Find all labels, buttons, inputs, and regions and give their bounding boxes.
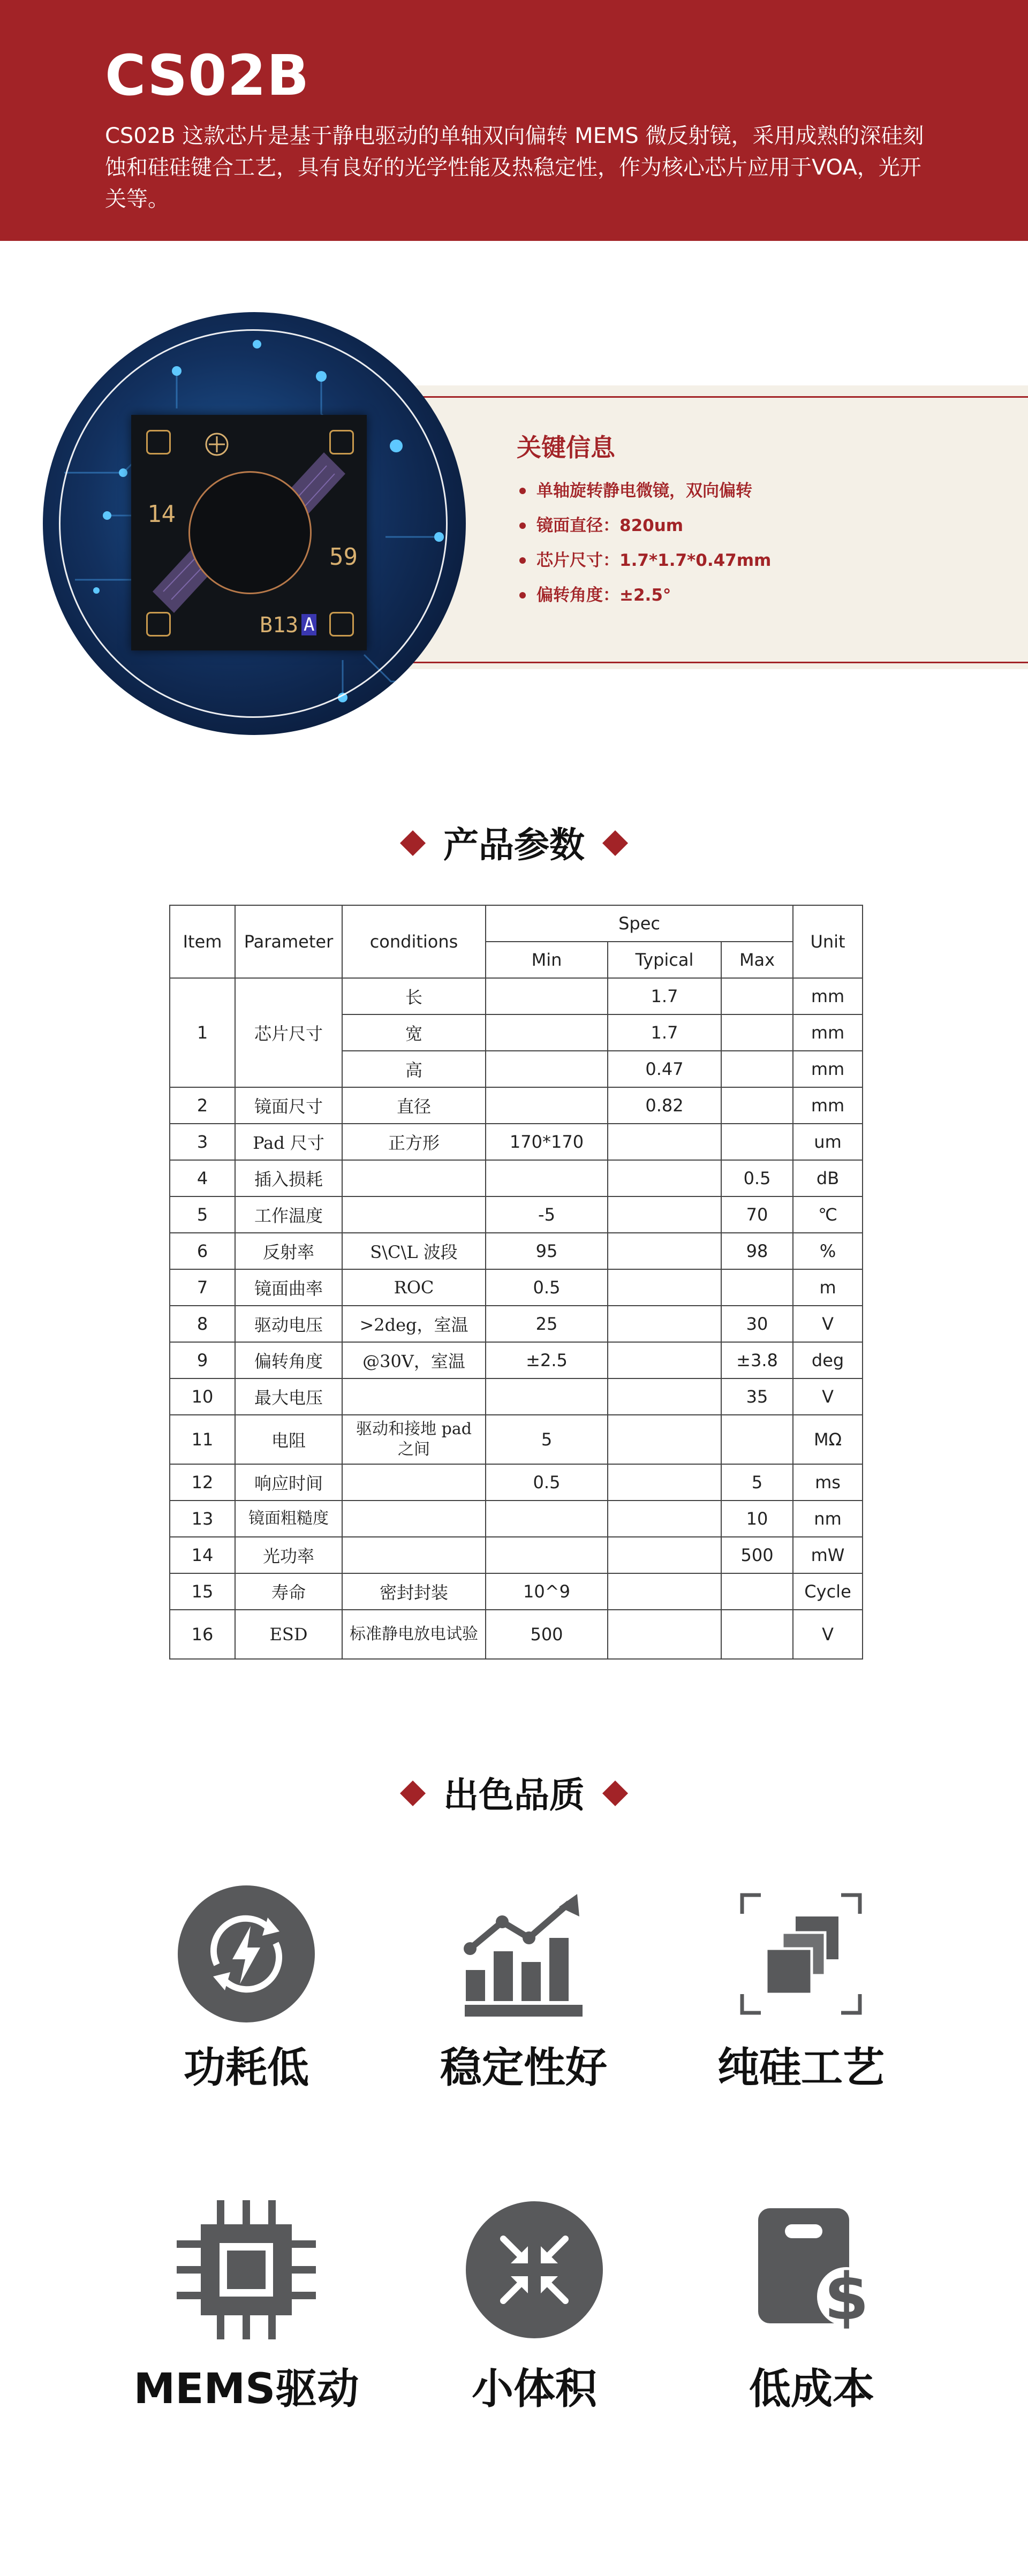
cell-typical [608, 1342, 721, 1378]
cell-max [721, 1014, 793, 1051]
chip-label-badge: A [301, 614, 316, 635]
feature-label: 稳定性好 [440, 2044, 607, 2092]
cell-conditions: 密封封装 [342, 1573, 486, 1610]
cell-max [721, 1269, 793, 1306]
cell-typical: 0.82 [608, 1087, 721, 1124]
table-row [170, 1537, 863, 1573]
cell-item: 6 [170, 1233, 235, 1269]
cell-item: 10 [170, 1378, 235, 1415]
chip-label-bottom: B13 [260, 613, 299, 638]
cell-max: 35 [721, 1378, 793, 1415]
cell-conditions [342, 1378, 486, 1415]
cell-parameter: Pad 尺寸 [235, 1124, 342, 1160]
cell-item: 1 [170, 978, 235, 1087]
cell-typical [608, 1573, 721, 1610]
header-spec: Spec [486, 905, 793, 942]
cell-max [721, 1610, 793, 1659]
table-row [170, 1610, 863, 1659]
header-banner [0, 0, 1028, 241]
cell-max [721, 1087, 793, 1124]
cell-unit: mW [793, 1537, 863, 1573]
power-cycle-icon [177, 1884, 316, 2024]
cell-item: 7 [170, 1269, 235, 1306]
cell-unit: um [793, 1124, 863, 1160]
cell-parameter: 光功率 [235, 1537, 342, 1573]
cell-conditions: @30V，室温 [342, 1342, 486, 1378]
cell-parameter: 电阻 [235, 1415, 342, 1464]
key-info-title: 关键信息 [517, 433, 615, 462]
cell-item: 9 [170, 1342, 235, 1378]
cell-min [486, 1537, 608, 1573]
spec-table [169, 905, 863, 1660]
product-title: CS02B [105, 43, 310, 108]
cell-conditions: 长 [342, 978, 486, 1014]
cell-item: 2 [170, 1087, 235, 1124]
cell-max [721, 978, 793, 1014]
table-row [170, 1160, 863, 1196]
header-item: Item [170, 905, 235, 978]
cell-typical [608, 1160, 721, 1196]
feature-stability [384, 1874, 663, 2098]
feature-label: 纯硅工艺 [717, 2044, 885, 2092]
cell-item: 8 [170, 1306, 235, 1342]
cell-typical [608, 1306, 721, 1342]
cell-min: 10^9 [486, 1573, 608, 1610]
cell-min: ±2.5 [486, 1342, 608, 1378]
compress-icon [465, 2200, 604, 2339]
diamond-icon [602, 1781, 628, 1806]
cell-max [721, 1573, 793, 1610]
cell-conditions: 直径 [342, 1087, 486, 1124]
cell-typical [608, 1196, 721, 1233]
chip-label-left: 14 [147, 501, 176, 528]
cell-unit: ℃ [793, 1196, 863, 1233]
cell-min: 0.5 [486, 1464, 608, 1501]
diamond-icon [602, 830, 628, 856]
table-row [170, 1342, 863, 1378]
cell-item: 16 [170, 1610, 235, 1659]
table-row [170, 1573, 863, 1610]
cell-typical [608, 1378, 721, 1415]
cell-min: 170*170 [486, 1124, 608, 1160]
header-max: Max [721, 942, 793, 978]
cell-item: 15 [170, 1573, 235, 1610]
cell-item: 5 [170, 1196, 235, 1233]
cell-conditions [342, 1464, 486, 1501]
feature-label: 低成本 [749, 2365, 874, 2413]
cell-max: 500 [721, 1537, 793, 1573]
cell-unit: MΩ [793, 1415, 863, 1464]
cell-conditions: ROC [342, 1269, 486, 1306]
cell-unit: Cycle [793, 1573, 863, 1610]
params-title-text: 产品参数 [443, 824, 585, 866]
table-row [170, 1378, 863, 1415]
bond-pad [329, 430, 354, 454]
key-info-item: 单轴旋转静电微镜，双向偏转 [519, 476, 771, 511]
cell-min [486, 1087, 608, 1124]
cell-unit: V [793, 1378, 863, 1415]
feature-label: 小体积 [471, 2365, 597, 2413]
cell-typical: 0.47 [608, 1051, 721, 1087]
cell-unit: mm [793, 1014, 863, 1051]
cell-max [721, 1124, 793, 1160]
cell-parameter: 驱动电压 [235, 1306, 342, 1342]
cell-parameter: 工作温度 [235, 1196, 342, 1233]
cell-parameter: 镜面粗糙度 [235, 1501, 342, 1537]
svg-text:$: $ [824, 2260, 869, 2335]
cell-conditions [342, 1160, 486, 1196]
cell-conditions: >2deg，室温 [342, 1306, 486, 1342]
cell-conditions: S\C\L 波段 [342, 1233, 486, 1269]
cell-typical [608, 1501, 721, 1537]
cell-parameter: 镜面尺寸 [235, 1087, 342, 1124]
cell-conditions: 标准静电放电试验 [342, 1610, 486, 1659]
cell-parameter: 响应时间 [235, 1464, 342, 1501]
cell-unit: V [793, 1610, 863, 1659]
cell-conditions: 驱动和接地 pad 之间 [342, 1415, 486, 1464]
layers-icon [731, 1884, 871, 2024]
cell-typical: 1.7 [608, 1014, 721, 1051]
params-section-title [0, 816, 1028, 867]
feature-label: 功耗低 [183, 2044, 309, 2092]
table-row [170, 1306, 863, 1342]
table-row [170, 1269, 863, 1306]
table-row [170, 1415, 863, 1464]
diamond-icon [400, 830, 426, 856]
cell-parameter: 芯片尺寸 [235, 978, 342, 1087]
cell-unit: m [793, 1269, 863, 1306]
cell-typical [608, 1269, 721, 1306]
cell-parameter: 反射率 [235, 1233, 342, 1269]
cell-typical [608, 1464, 721, 1501]
cell-typical [608, 1610, 721, 1659]
cell-max: 70 [721, 1196, 793, 1233]
cell-conditions: 正方形 [342, 1124, 486, 1160]
cell-unit: deg [793, 1342, 863, 1378]
header-unit: Unit [793, 905, 863, 978]
cell-min [486, 1160, 608, 1196]
feature-low-power [107, 1874, 386, 2098]
cell-conditions [342, 1537, 486, 1573]
cell-unit: % [793, 1233, 863, 1269]
cell-typical [608, 1537, 721, 1573]
key-info-list [519, 476, 771, 616]
feature-label: MEMS驱动 [133, 2365, 359, 2413]
chip-icon [171, 2195, 321, 2345]
bond-pad [146, 430, 171, 454]
cell-typical [608, 1124, 721, 1160]
cell-min [486, 1501, 608, 1537]
cell-unit: nm [793, 1501, 863, 1537]
feature-low-cost [672, 2195, 951, 2420]
cell-parameter: ESD [235, 1610, 342, 1659]
table-row [170, 1501, 863, 1537]
cell-unit: mm [793, 1087, 863, 1124]
cell-item: 3 [170, 1124, 235, 1160]
product-description: CS02B 这款芯片是基于静电驱动的单轴双向偏转 MEMS 微反射镜，采用成熟的深硅刻蚀和硅硅键合工艺，具有良好的光学性能及热稳定性，作为核心芯片应用于VOA，光开关等。 [105, 124, 924, 211]
chip-label-right: 59 [329, 543, 358, 571]
table-row [170, 1124, 863, 1160]
cell-min: 0.5 [486, 1269, 608, 1306]
key-info-item: 镜面直径：820um [519, 511, 771, 546]
cell-typical [608, 1415, 721, 1464]
cell-item: 14 [170, 1537, 235, 1573]
cell-max: 10 [721, 1501, 793, 1537]
table-row [170, 1233, 863, 1269]
cell-unit: V [793, 1306, 863, 1342]
cell-unit: dB [793, 1160, 863, 1196]
cell-max: 98 [721, 1233, 793, 1269]
table-row [170, 1196, 863, 1233]
cell-unit: ms [793, 1464, 863, 1501]
cell-max: 5 [721, 1464, 793, 1501]
cell-item: 12 [170, 1464, 235, 1501]
table-row [170, 1087, 863, 1124]
cell-item: 13 [170, 1501, 235, 1537]
cell-parameter: 镜面曲率 [235, 1269, 342, 1306]
cost-icon [742, 2200, 881, 2339]
cell-conditions: 高 [342, 1051, 486, 1087]
feature-pure-silicon [662, 1874, 940, 2098]
cell-conditions: 宽 [342, 1014, 486, 1051]
cell-typical: 1.7 [608, 978, 721, 1014]
cell-max [721, 1051, 793, 1087]
cell-unit: mm [793, 1051, 863, 1087]
cell-conditions [342, 1196, 486, 1233]
cell-min [486, 1051, 608, 1087]
table-row [170, 978, 863, 1014]
cell-unit: mm [793, 978, 863, 1014]
cell-parameter: 插入损耗 [235, 1160, 342, 1196]
header-min: Min [486, 942, 608, 978]
cell-min [486, 1378, 608, 1415]
bond-pad [146, 612, 171, 637]
features-title-text: 出色品质 [443, 1775, 585, 1816]
cell-item: 4 [170, 1160, 235, 1196]
cell-min: 5 [486, 1415, 608, 1464]
cell-max [721, 1415, 793, 1464]
cell-min: 25 [486, 1306, 608, 1342]
cell-item: 11 [170, 1415, 235, 1464]
cell-conditions [342, 1501, 486, 1537]
cell-min [486, 1014, 608, 1051]
table-row [170, 1464, 863, 1501]
cell-max: 0.5 [721, 1160, 793, 1196]
cell-parameter: 偏转角度 [235, 1342, 342, 1378]
cell-typical [608, 1233, 721, 1269]
mirror-surface [188, 471, 312, 594]
cell-max: 30 [721, 1306, 793, 1342]
header-conditions: conditions [342, 905, 486, 978]
growth-chart-icon [454, 1884, 593, 2024]
cell-parameter: 寿命 [235, 1573, 342, 1610]
cell-min [486, 978, 608, 1014]
key-info-item: 偏转角度：±2.5° [519, 581, 771, 616]
header-parameter: Parameter [235, 905, 342, 978]
cell-parameter: 最大电压 [235, 1378, 342, 1415]
cell-min: 500 [486, 1610, 608, 1659]
cell-max: ±3.8 [721, 1342, 793, 1378]
diamond-icon [400, 1781, 426, 1806]
cell-min: -5 [486, 1196, 608, 1233]
feature-mems-drive [107, 2195, 386, 2420]
header-typical: Typical [608, 942, 721, 978]
key-info-item: 芯片尺寸：1.7*1.7*0.47mm [519, 546, 771, 581]
feature-small-size [395, 2195, 674, 2420]
features-section-title [0, 1767, 1028, 1817]
bond-pad [329, 612, 354, 637]
cell-min: 95 [486, 1233, 608, 1269]
